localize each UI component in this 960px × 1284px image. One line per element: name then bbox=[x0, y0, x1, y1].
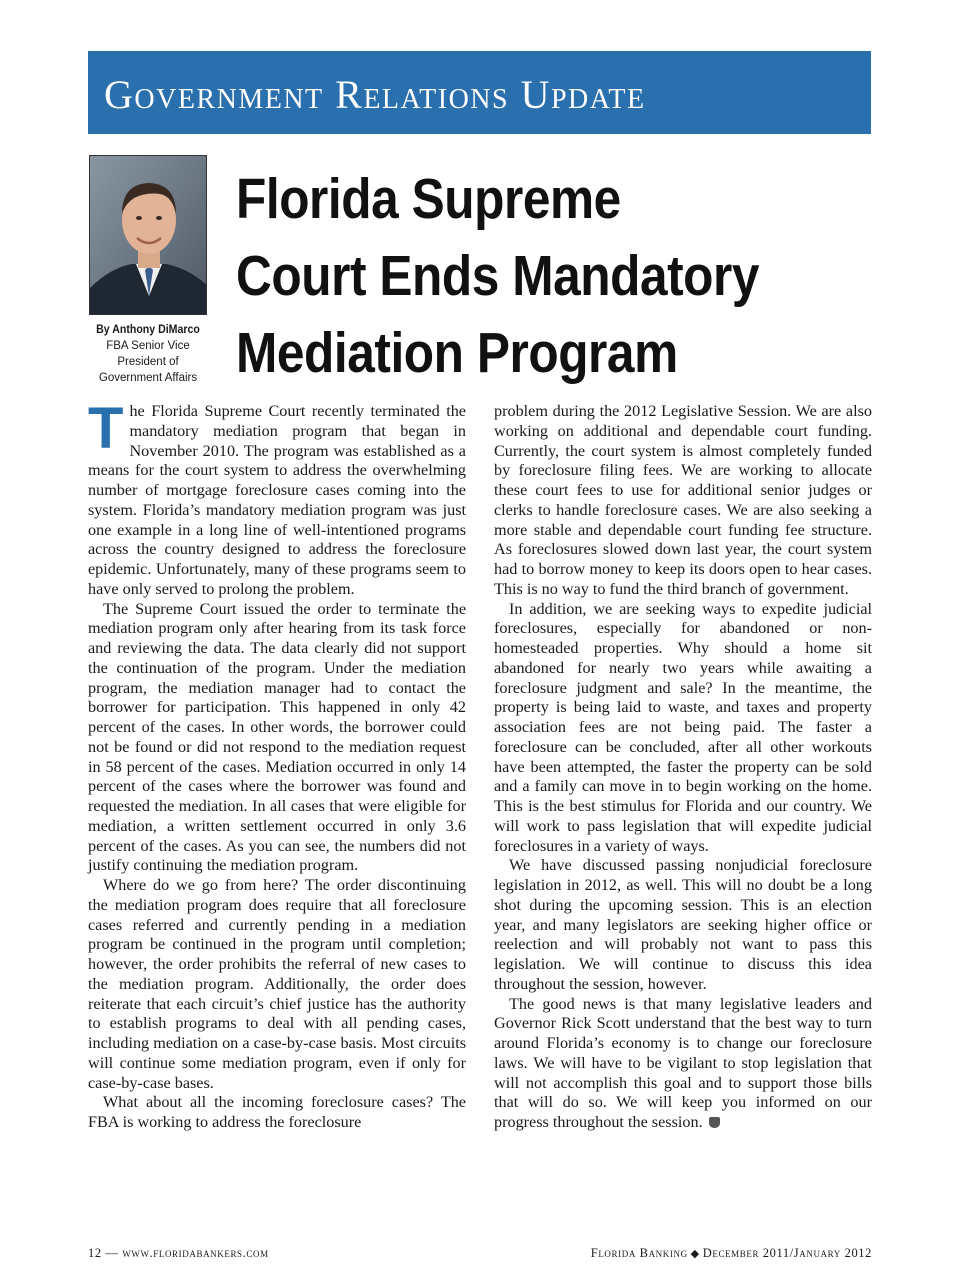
byline-role-line: Government Affairs bbox=[98, 372, 198, 384]
article-headline bbox=[236, 161, 866, 392]
article-paragraph: What about all the incoming foreclosure cases? The FBA is working to address the foreclosure bbox=[88, 1093, 466, 1131]
byline-role-line: FBA Senior Vice bbox=[106, 340, 190, 352]
end-mark-icon bbox=[709, 1117, 720, 1128]
headline-line: Court Ends Mandatory bbox=[236, 244, 760, 308]
byline-author: By Anthony DiMarco bbox=[96, 324, 200, 336]
diamond-icon: ◆ bbox=[690, 1248, 700, 1260]
article-paragraph: The Florida Supreme Court recently terminated the mandatory mediation program that began in November 2010. The program was established as a means for the court system to address the overwhelming number of mortgage foreclosure cases coming into the system. Florida’s mandatory mediation program was just one example in a long line of well-intentioned programs across the country designed to address the foreclosure epidemic. Unfortunately, many of these programs seem to have only served to prolong the problem. bbox=[88, 396, 466, 598]
article-paragraph: We have discussed passing nonjudicial foreclosure legislation in 2012, as well. This will no doubt be a long shot during the upcoming session. This is an election year, and many legislators are seeking higher office or reelection and will probably not want to pass this legislation. We will continue to discuss this idea throughout the session, however. bbox=[494, 856, 872, 993]
article-paragraph: Where do we go from here? The order discontinuing the mediation program does require that all foreclosure cases referred and currently pending in a mediation program be continued in the program until completion; however, the order prohibits the referral of new cases to the mediation program. Additionally, the order does reiterate that each circuit’s chief justice has the authority to establish programs to deal with all pending cases, including mediation on a case-by-case basis. Most circuits will continue some mediation program, even if only for case-by-case bases. bbox=[88, 876, 466, 1092]
section-title: Government Relations Update bbox=[104, 72, 646, 117]
headline-line: Mediation Program bbox=[236, 321, 678, 385]
footer-publication-name: Florida Banking bbox=[590, 1246, 688, 1260]
article-paragraph: The Supreme Court issued the order to terminate the mediation program only after hearing from its task force and reviewing the data. The data clearly did not support the continuation of the program. Under the mediation program, the mediation manager had to contact the borrower for participation. This happened in only 42 percent of the cases. In other words, the borrower could not be found or did not respond to the mediation request in 58 percent of the cases. Mediation occurred in only 14 percent of the cases where the borrower was found and requested the mediation. In all cases that were eligible for mediation, a written settlement occurred in only 3.6 percent of the cases. As you can see, the numbers did not justify continuing the mediation program. bbox=[88, 599, 466, 875]
byline-role-line: President of bbox=[117, 356, 179, 368]
drop-cap: T bbox=[88, 396, 124, 461]
article-column-left bbox=[88, 396, 466, 1133]
headline-line: Florida Supreme bbox=[236, 167, 621, 231]
article-paragraph: The good news is that many legislative leaders and Governor Rick Scott understand that the best way to turn around Florida’s economy is to change our foreclosure laws. We will have to be vigilant to stop legislation that will not accomplish this goal and to support those bills that will do so. We will keep you informed on our progress throughout the session. bbox=[494, 994, 872, 1131]
author-photo bbox=[89, 155, 207, 315]
article-column-right bbox=[494, 402, 872, 1133]
footer-issue: December 2011/January 2012 bbox=[702, 1246, 872, 1260]
article-paragraph: In addition, we are seeking ways to expedite judicial foreclosures, especially for abandoned or non-homesteaded properties. Why should a home sit abandoned for nearly two years while awaiting a foreclosure judgment and sale? In the meantime, the property is being laid to waste, and taxes and property association fees are not being paid. The faster a foreclosure can be concluded, after all other workouts have been attempted, the faster the property can be sold and a family can move in to begin working on the home. This is the best stimulus for Florida and our country. We will work to pass legislation that will expedite judicial foreclosures in a variety of ways. bbox=[494, 599, 872, 855]
article-paragraph: problem during the 2012 Legislative Session. We are also working on additional and dependable court funding. Currently, the court system is almost completely funded by foreclosure filing fees. We are working to allocate these court fees to use for additional senior judges or clerks to handle foreclosure cases. We are also seeking a more stable and dependable court funding fee structure. As foreclosures slowed down last year, the court system had to borrow money to keep its doors open to hear cases. This is no way to fund the third branch of government. bbox=[494, 402, 872, 598]
footer-page-url: 12 — www.floridabankers.com bbox=[88, 1246, 269, 1260]
byline bbox=[84, 322, 212, 386]
section-banner bbox=[88, 51, 871, 134]
footer-publication bbox=[591, 1246, 872, 1261]
